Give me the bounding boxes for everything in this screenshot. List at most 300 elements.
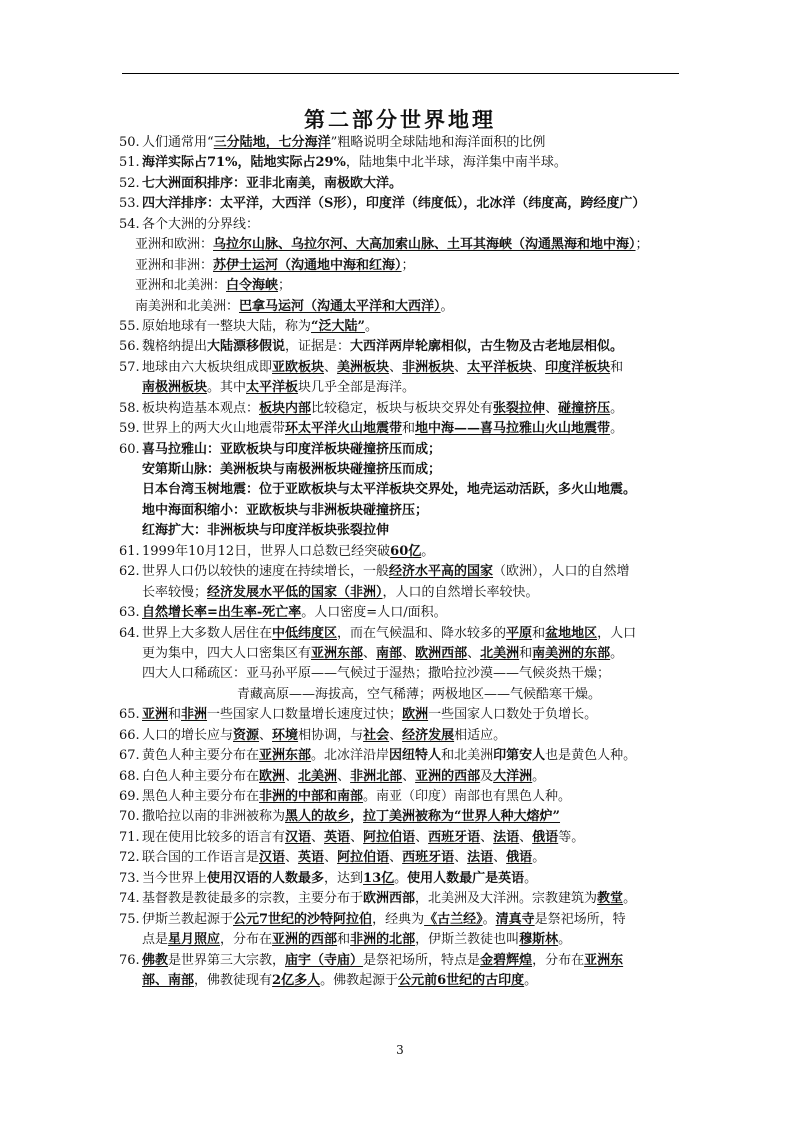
item-line — [119, 133, 684, 153]
text-segment: 各个大洲的分界线： — [142, 216, 260, 232]
text-segment: 原始地球有一整块大陆，称为 — [142, 318, 312, 334]
underlined-key-term: 清真寺 — [495, 911, 535, 927]
item-number: 74. — [119, 891, 140, 907]
page-number: 3 — [396, 1043, 404, 1057]
text-segment: 一些国家人口数量增长速度过快； — [207, 707, 403, 723]
bold-key-term: 四大洋排序：太平洋，大西洋（S形），印度洋（纬度低），北冰洋（纬度高，跨经度广） — [142, 196, 646, 212]
item-line — [119, 399, 684, 419]
underlined-key-term: 西班牙语 — [428, 829, 481, 845]
item-text — [119, 664, 684, 684]
item-number: 60. — [119, 441, 140, 457]
item-text — [142, 624, 684, 644]
item-text — [142, 337, 684, 357]
text-segment: 、 — [532, 359, 546, 375]
item-line — [119, 951, 684, 971]
item-number: 63. — [119, 605, 140, 621]
bold-key-term: 印第安人 — [493, 748, 546, 764]
item-continuation-line — [119, 501, 684, 521]
text-segment: 、 — [480, 829, 494, 845]
item-line — [119, 337, 684, 357]
text-segment: 世界上的两大火山地震带 — [142, 421, 286, 437]
text-segment: （欧洲），人口的自然增 — [493, 564, 630, 580]
text-segment: 、 — [415, 829, 429, 845]
underlined-key-term: 北美洲 — [298, 768, 338, 784]
item-line — [119, 726, 684, 746]
text-segment: 。人口密度=人口/面积。 — [301, 605, 447, 621]
item-text — [119, 378, 684, 398]
text-segment: 和 — [168, 707, 182, 723]
text-segment: 人口的增长应与 — [142, 727, 234, 743]
text-segment: ，分布在 — [220, 932, 273, 948]
text-segment: 。 — [610, 421, 624, 437]
item-continuation-line — [119, 378, 684, 398]
text-segment: 是祭祀场所，特点是 — [363, 952, 481, 968]
item-continuation-line — [119, 583, 684, 603]
item-line — [119, 828, 684, 848]
item-text — [142, 174, 684, 194]
item-text — [119, 480, 684, 500]
item-line — [119, 194, 684, 214]
item-text — [142, 440, 684, 460]
text-segment: 。 — [610, 400, 624, 416]
item-line — [119, 603, 684, 623]
text-segment: ，陆地集中北半球，海洋集中南半球。 — [345, 155, 567, 171]
underlined-key-term: 自然增长率=出生率-死亡率 — [142, 605, 302, 621]
item-text — [119, 685, 684, 705]
underlined-key-term: 巴拿马运河（沟通太平洋和大西洋） — [239, 298, 441, 314]
item-line — [119, 440, 684, 460]
item-text — [142, 215, 684, 235]
item-number: 50. — [119, 135, 140, 150]
text-segment: 更为集中，四大人口密集区有 — [142, 645, 312, 661]
text-segment: 。 — [610, 645, 624, 661]
item-text — [119, 583, 684, 603]
underlined-key-term: 南美洲的东部 — [532, 645, 611, 661]
item-continuation-line — [119, 297, 684, 317]
text-segment: ”粗略说明全球陆地和海洋面积的比例 — [330, 135, 546, 150]
page-title: 第二部分世界地理 — [304, 107, 496, 132]
item-number: 58. — [119, 400, 140, 416]
text-segment: 等。 — [558, 829, 585, 845]
underlined-key-term: 碰撞挤压 — [558, 400, 611, 416]
underlined-key-term: 地中海——喜马拉雅山火山地震带 — [415, 421, 611, 437]
item-line — [119, 562, 684, 582]
text-segment: 和 — [610, 359, 624, 375]
text-segment: 人们通常用“ — [142, 135, 214, 150]
text-segment: 青藏高原——海拔高，空气稀薄；两极地区——气候酷寒干燥。 — [237, 686, 602, 702]
text-segment: ，证据是： — [285, 339, 351, 355]
underlined-key-term: 经济水平高的国家 — [389, 564, 494, 580]
item-line — [119, 848, 684, 868]
item-number: 68. — [119, 768, 140, 784]
item-line — [119, 358, 684, 378]
underlined-key-term: 阿拉伯语 — [363, 829, 416, 845]
item-line — [119, 419, 684, 439]
underlined-key-term: 汉语 — [285, 829, 312, 845]
item-text — [142, 358, 684, 378]
text-segment: 、 — [389, 359, 403, 375]
text-segment: ，伊斯兰教徒也叫 — [415, 932, 520, 948]
item-line — [119, 215, 684, 235]
item-number: 71. — [119, 829, 140, 845]
text-segment: 和 — [402, 421, 416, 437]
text-segment: ，而在气候温和、降水较多的 — [337, 625, 507, 641]
text-segment: 白色人种主要分布在 — [142, 768, 260, 784]
item-number: 65. — [119, 707, 140, 723]
text-segment: 地球由六大板块组成即 — [142, 359, 273, 375]
item-number: 52. — [119, 175, 140, 191]
text-segment: 。北冰洋沿岸 — [311, 748, 390, 764]
text-segment: ，北美洲及大洋洲。宗教建筑为 — [415, 891, 598, 907]
text-segment: 、 — [545, 400, 559, 416]
item-number: 70. — [119, 809, 140, 825]
bold-key-term: 使用人数最广是英语 — [407, 870, 525, 886]
underlined-key-term: 亚洲的西部 — [272, 932, 338, 948]
item-line — [119, 889, 684, 909]
underlined-key-term: 法语 — [467, 850, 494, 866]
underlined-key-term: 英语 — [298, 850, 325, 866]
text-segment: 和 — [337, 932, 351, 948]
item-number: 61. — [119, 543, 140, 559]
underlined-key-term: 经济发展水平低的国家（非洲） — [207, 584, 383, 600]
text-segment: ； — [278, 278, 292, 294]
text-segment: 和 — [532, 625, 546, 641]
text-segment: 、 — [389, 850, 403, 866]
underlined-key-term: 非洲板块 — [402, 359, 455, 375]
text-segment: 。 — [623, 891, 637, 907]
underlined-key-term: 欧洲 — [259, 768, 286, 784]
item-number: 64. — [119, 625, 140, 641]
underlined-key-term: 星月照应 — [168, 932, 221, 948]
underlined-key-term: “泛大陆” — [311, 318, 365, 334]
item-number: 66. — [119, 727, 140, 743]
item-continuation-line — [119, 685, 684, 705]
top-rule — [122, 73, 679, 74]
item-continuation-line — [119, 276, 684, 296]
text-segment: 、 — [337, 768, 351, 784]
underlined-key-term: 庙宇（寺庙） — [285, 952, 364, 968]
text-segment: 板块构造基本观点： — [142, 400, 260, 416]
underlined-key-term: 60亿 — [390, 543, 422, 559]
text-segment: ； — [635, 237, 649, 253]
item-number: 59. — [119, 421, 140, 437]
bold-key-term: ， — [350, 809, 364, 825]
text-segment: 。 — [421, 543, 435, 559]
bold-key-term: 安第斯山脉：美洲板块与南极洲板块碰撞挤压而成； — [142, 462, 442, 477]
item-line — [119, 153, 684, 173]
text-segment: 、 — [363, 645, 377, 661]
text-segment: ，经典为 — [372, 911, 425, 927]
item-text — [142, 194, 684, 214]
underlined-key-term: 汉语 — [259, 850, 286, 866]
underlined-key-term: 亚洲 — [142, 707, 169, 723]
text-segment: 相适应。 — [454, 727, 507, 743]
text-segment: 亚洲和非洲： — [135, 257, 214, 273]
underlined-key-term: 板块内部 — [259, 400, 312, 416]
item-text — [119, 644, 684, 664]
item-continuation-line — [119, 930, 684, 950]
item-line — [119, 174, 684, 194]
item-text — [142, 419, 684, 439]
item-text — [142, 399, 684, 419]
text-segment: 、 — [389, 727, 403, 743]
item-number: 76. — [119, 952, 140, 968]
text-segment: 、 — [285, 768, 299, 784]
text-segment: 。其中 — [207, 380, 247, 396]
underlined-key-term: 太平洋板 — [246, 380, 299, 396]
text-segment: 。 — [440, 298, 454, 314]
item-line — [119, 767, 684, 787]
bold-key-term: 使用汉语的人数最多 — [207, 870, 325, 886]
item-continuation-line — [119, 480, 684, 500]
item-text — [142, 807, 684, 827]
underlined-key-term: 欧洲 — [402, 707, 429, 723]
item-text — [119, 521, 684, 541]
text-segment: 点是 — [142, 932, 169, 948]
text-segment: 、 — [285, 850, 299, 866]
item-text — [142, 542, 684, 562]
text-segment: 伊斯兰教起源于 — [142, 911, 234, 927]
item-text — [119, 971, 684, 991]
text-segment: 、 — [402, 768, 416, 784]
text-segment: 、 — [259, 727, 273, 743]
text-segment: 撒哈拉以南的非洲被称为 — [142, 809, 286, 825]
bold-key-term: 喜马拉雅山：亚欧板块与印度洋板块碰撞挤压而成； — [142, 441, 442, 457]
text-segment: 魏格纳提出 — [142, 339, 208, 355]
text-segment: 世界上大多数人居住在 — [142, 625, 273, 641]
text-segment: 和 — [519, 645, 533, 661]
underlined-key-term: 印度洋板块 — [545, 359, 611, 375]
text-segment: 、 — [454, 359, 468, 375]
text-segment: 块几乎全部是海洋。 — [298, 380, 416, 396]
text-segment: 一些国家人口数处于负增长。 — [428, 707, 598, 723]
text-segment: 。 — [524, 870, 538, 886]
underlined-key-term: 2亿多人 — [272, 972, 321, 988]
item-text — [142, 889, 684, 909]
text-segment: 。 — [532, 768, 546, 784]
item-text — [142, 910, 684, 930]
text-segment: 。 — [524, 972, 538, 988]
underlined-key-term: 平原 — [506, 625, 533, 641]
item-line — [119, 542, 684, 562]
text-segment: 。 — [558, 932, 572, 948]
text-segment: ，分布在 — [532, 952, 585, 968]
underlined-key-term: 俄语 — [506, 850, 533, 866]
item-line — [119, 705, 684, 725]
underlined-key-term: 亚欧板块 — [272, 359, 325, 375]
underlined-key-term: 资源 — [233, 727, 260, 743]
bold-key-term: 七大洲面积排序：亚非北南美，南极欧大洋。 — [142, 175, 403, 191]
underlined-key-term: 欧洲西部 — [415, 645, 468, 661]
underlined-key-term: 白令海峡 — [226, 278, 279, 294]
text-segment: 、 — [467, 645, 481, 661]
item-text — [119, 235, 684, 255]
item-line — [119, 869, 684, 889]
item-text — [119, 276, 684, 296]
text-segment: 。 — [482, 911, 496, 927]
text-segment: 、 — [311, 829, 325, 845]
item-number: 75. — [119, 911, 140, 927]
underlined-key-term: 亚洲东部 — [259, 748, 312, 764]
text-segment: 、 — [350, 829, 364, 845]
item-text — [119, 256, 684, 276]
item-line — [119, 624, 684, 644]
underlined-key-term: 《古兰经》 — [424, 911, 483, 927]
item-text — [142, 767, 684, 787]
item-number: 73. — [119, 870, 140, 886]
item-number: 55. — [119, 318, 140, 334]
text-segment: 、 — [519, 829, 533, 845]
item-text — [142, 562, 684, 582]
text-segment: 。 — [364, 318, 378, 334]
item-text — [142, 153, 684, 173]
underlined-key-term: 南极洲板块 — [142, 380, 208, 396]
underlined-key-term: 教堂 — [597, 891, 624, 907]
underlined-key-term: 非洲 — [181, 707, 208, 723]
item-line — [119, 746, 684, 766]
text-segment: 。 — [532, 850, 546, 866]
item-number: 53. — [119, 196, 140, 212]
text-segment: ，人口 — [597, 625, 637, 641]
underlined-key-term: 部、南部 — [142, 972, 195, 988]
underlined-key-term: 13亿 — [363, 870, 395, 886]
underlined-key-term: 亚洲东部 — [311, 645, 364, 661]
item-text — [142, 705, 684, 725]
item-number: 67. — [119, 748, 140, 764]
item-text — [142, 787, 684, 807]
item-continuation-line — [119, 460, 684, 480]
item-line — [119, 317, 684, 337]
underlined-key-term: 金碧辉煌 — [480, 952, 533, 968]
bold-key-term: 日本台湾玉树地震：位于亚欧板块与太平洋板块交界处，地壳运动活跃，多火山地震。 — [142, 482, 637, 498]
text-segment: 亚洲和欧洲： — [135, 237, 214, 253]
item-text — [119, 297, 684, 317]
text-segment: 黄色人种主要分布在 — [142, 748, 260, 764]
underlined-key-term: 社会 — [363, 727, 390, 743]
text-segment: ，人口的自然增长率较快。 — [382, 584, 539, 600]
underlined-key-term: 非洲的北部 — [350, 932, 416, 948]
text-segment: 。南亚（印度）南部也有黑色人种。 — [363, 789, 572, 804]
item-text — [142, 746, 684, 766]
underlined-key-term: 法语 — [493, 829, 520, 845]
text-segment: 南美洲和北美洲： — [135, 298, 240, 314]
underlined-key-term: 英语 — [324, 829, 351, 845]
item-text — [142, 869, 684, 889]
text-segment: 长率较慢； — [142, 584, 208, 600]
underlined-key-term: 西班牙语 — [402, 850, 455, 866]
underlined-key-term: 环境 — [272, 727, 299, 743]
text-segment: 四大人口稀疏区：亚马孙平原——气候过于湿热；撒哈拉沙漠——气候炎热干燥； — [142, 666, 611, 682]
underlined-key-term: 佛教 — [142, 952, 169, 968]
item-number: 69. — [119, 789, 140, 804]
text-segment: 现在使用比较多的语言有 — [142, 829, 286, 845]
underlined-key-term: 穆斯林 — [519, 932, 559, 948]
item-text — [142, 951, 684, 971]
underlined-key-term: 俄语 — [532, 829, 559, 845]
item-number: 54. — [119, 216, 140, 232]
text-segment: 。佛教起源于 — [320, 972, 399, 988]
item-continuation-line — [119, 521, 684, 541]
bold-key-term: 海洋实际占71%，陆地实际占29% — [142, 155, 346, 171]
item-continuation-line — [119, 644, 684, 664]
text-segment: 也是黄色人种。 — [545, 748, 637, 764]
text-segment: 。 — [394, 870, 408, 886]
item-continuation-line — [119, 235, 684, 255]
text-segment: ，佛教徒现有 — [194, 972, 273, 988]
bold-key-term: 因纽特人 — [389, 748, 442, 764]
text-segment: 亚洲和北美洲： — [135, 278, 227, 294]
underlined-key-term: 拉丁美洲被称为“世界人种大熔炉” — [363, 809, 561, 825]
underlined-key-term: 亚洲的西部 — [415, 768, 481, 784]
underlined-key-term: 南部 — [376, 645, 403, 661]
item-text — [142, 848, 684, 868]
text-segment: 是祭祀场所，特 — [534, 911, 626, 927]
underlined-key-term: 苏伊士运河（沟通地中海和红海） — [213, 257, 402, 273]
underlined-key-term: 大洋洲 — [493, 768, 533, 784]
underlined-key-term: 黑人的故乡 — [285, 809, 351, 825]
bold-key-term: 红海扩大：非洲板块与印度洋板块张裂拉伸 — [142, 523, 390, 539]
text-segment: 联合国的工作语言是 — [142, 850, 260, 866]
item-text — [119, 930, 684, 950]
item-line — [119, 807, 684, 827]
text-segment: 基督教是教徒最多的宗教，主要分布于 — [142, 891, 364, 907]
underlined-key-term: 太平洋板块 — [467, 359, 533, 375]
text-segment: 相协调，与 — [298, 727, 364, 743]
underlined-key-term: 中低纬度区 — [272, 625, 338, 641]
underlined-key-term: 公元前6世纪的古印度 — [398, 972, 525, 988]
document-body — [119, 133, 684, 991]
bold-key-term: 大陆漂移假说 — [207, 339, 286, 355]
text-segment: 1999年10月12日，世界人口总数已经突破 — [142, 543, 391, 559]
item-number: 62. — [119, 564, 140, 580]
item-line — [119, 787, 684, 807]
underlined-key-term: 公元7世纪的沙特阿拉伯 — [233, 911, 373, 927]
text-segment: 、 — [324, 359, 338, 375]
underlined-key-term: 亚洲东 — [584, 952, 624, 968]
bold-key-term: 欧洲西部 — [363, 891, 416, 907]
item-text — [142, 317, 684, 337]
text-segment: 黑色人种主要分布在 — [142, 789, 260, 804]
text-segment: 比较稳定，板块与板块交界处有 — [311, 400, 494, 416]
item-text — [119, 501, 684, 521]
item-number: 51. — [119, 155, 140, 171]
underlined-key-term: 三分陆地，七分海洋 — [213, 135, 331, 150]
underlined-key-term: 环太平洋火山地震带 — [285, 421, 403, 437]
item-number: 72. — [119, 850, 140, 866]
item-line — [119, 910, 684, 930]
text-segment: 世界人口仍以较快的速度在持续增长，一般 — [142, 564, 390, 580]
underlined-key-term: 非洲的中部和南部 — [259, 789, 364, 804]
text-segment: 、 — [324, 850, 338, 866]
bold-key-term: 地中海面积缩小：亚欧板块与非洲板块碰撞挤压； — [142, 502, 429, 518]
underlined-key-term: 张裂拉伸 — [493, 400, 546, 416]
underlined-key-term: 盆地地区 — [545, 625, 598, 641]
bold-key-term: 大西洋两岸轮廓相似，古生物及古老地层相似。 — [350, 339, 624, 355]
text-segment: 、 — [402, 645, 416, 661]
item-text — [142, 603, 684, 623]
text-segment: 、 — [454, 850, 468, 866]
item-text — [142, 133, 684, 153]
item-continuation-line — [119, 664, 684, 684]
item-continuation-line — [119, 971, 684, 991]
item-text — [142, 726, 684, 746]
underlined-key-term: 阿拉伯语 — [337, 850, 390, 866]
underlined-key-term: 乌拉尔山脉、乌拉尔河、大高加索山脉、土耳其海峡（沟通黑海和地中海） — [213, 237, 636, 253]
underlined-key-term: 经济发展 — [402, 727, 455, 743]
item-number: 56. — [119, 339, 140, 355]
underlined-key-term: 北美洲 — [480, 645, 520, 661]
underlined-key-term: 非洲北部 — [350, 768, 403, 784]
